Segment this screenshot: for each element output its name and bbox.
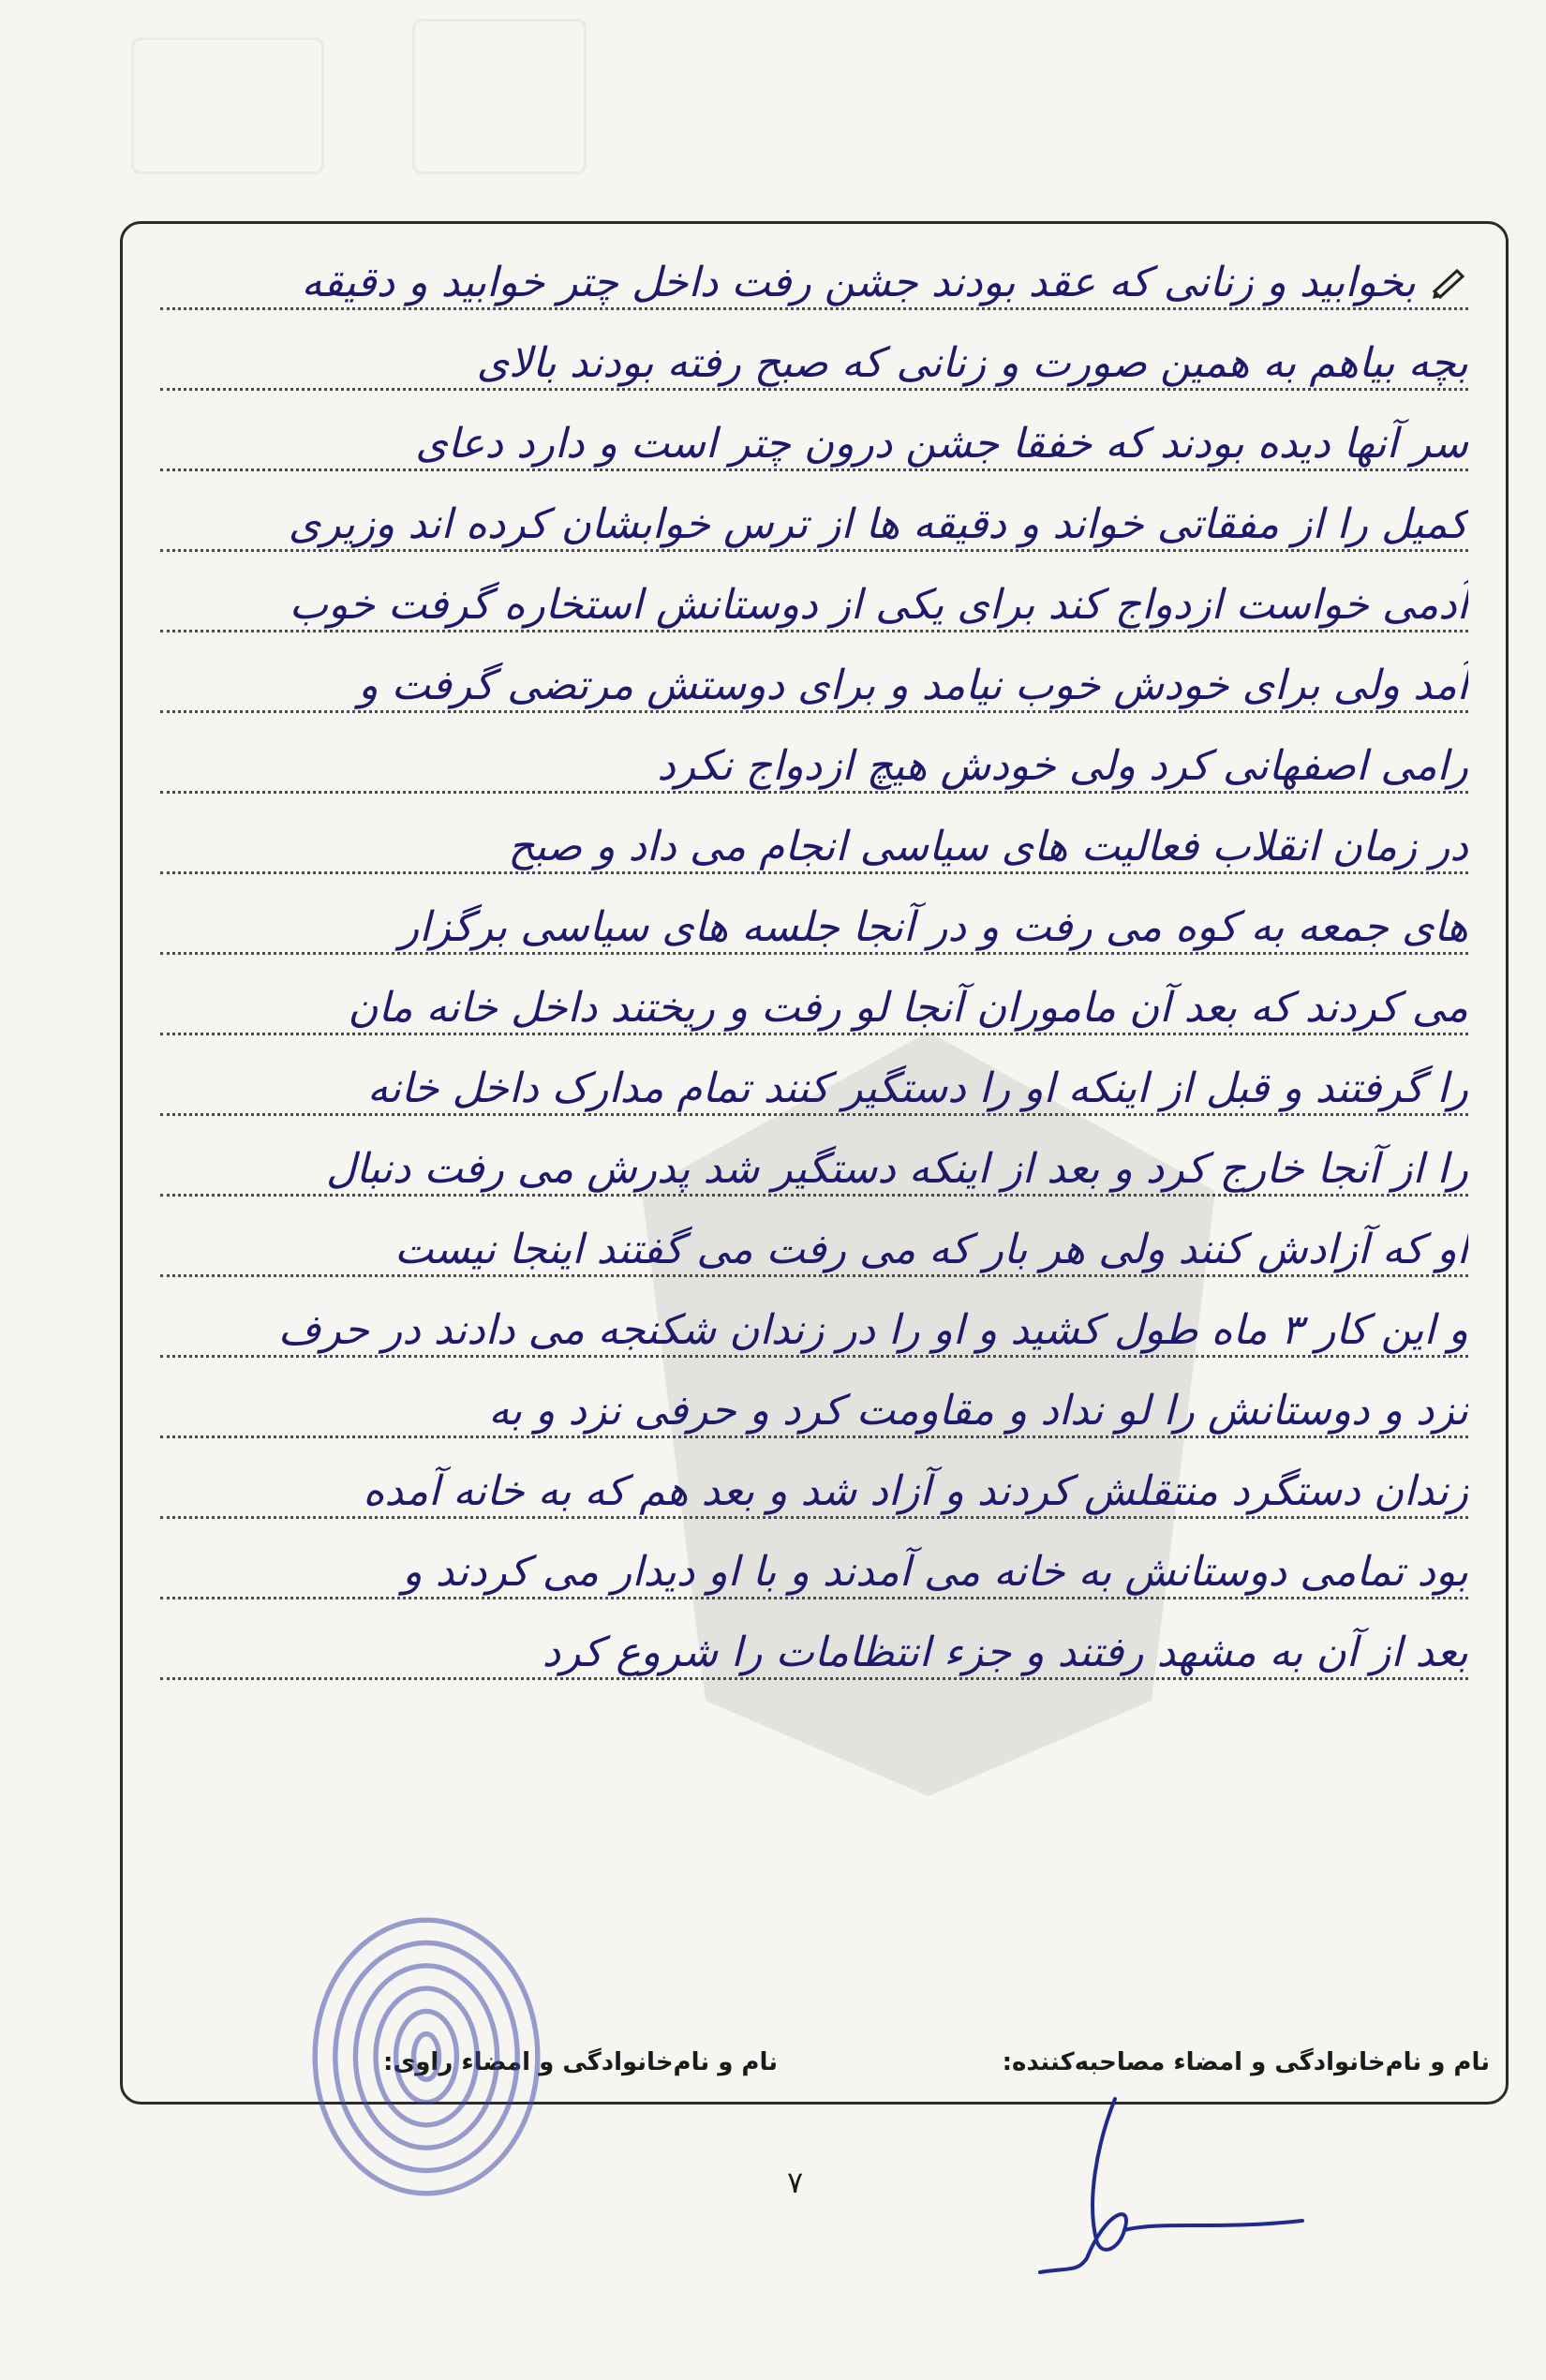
handwritten-line: بخوابید و زنانی که عقد بودند جشن رفت داخل چتر خوابید و دقیقه xyxy=(160,243,1468,323)
handwritten-line: زندان دستگرد منتقلش کردند و آزاد شد و بعد هم که به خانه آمده xyxy=(160,1451,1468,1532)
handwritten-line: کمیل را از مفقاتی خواند و دقیقه ها از ترس خوابشان کرده اند وزیری xyxy=(160,484,1468,565)
handwritten-line: آمد ولی برای خودش خوب نیامد و برای دوستش مرتضی گرفت و xyxy=(160,646,1468,726)
handwritten-line: های جمعه به کوه می رفت و در آنجا جلسه های سیاسی برگزار xyxy=(160,887,1468,968)
signature-icon xyxy=(1031,2090,1312,2277)
handwritten-line: بعد از آن به مشهد رفتند و جزء انتظامات را شروع کرد xyxy=(160,1613,1468,1693)
handwritten-line: را گرفتند و قبل از اینکه او را دستگیر کنند تمام مدارک داخل خانه xyxy=(160,1049,1468,1129)
fingerprint-icon xyxy=(300,1902,553,2211)
handwritten-line: سر آنها دیده بودند که خفقا جشن درون چتر است و دارد دعای xyxy=(160,404,1468,484)
handwritten-line: بود تمامی دوستانش به خانه می آمدند و با او دیدار می کردند و xyxy=(160,1532,1468,1613)
handwritten-line: می کردند که بعد آن ماموران آنجا لو رفت و ریختند داخل خانه مان xyxy=(160,968,1468,1049)
handwritten-line: او که آزادش کنند ولی هر بار که می رفت می گفتند اینجا نیست xyxy=(160,1210,1468,1290)
faded-stamp xyxy=(412,19,587,174)
page-number: ۷ xyxy=(787,2164,804,2200)
interviewer-signature-label: نام و نام‌خانوادگی و امضاء مصاحبه‌کننده: xyxy=(1002,2048,1490,2076)
page-frame xyxy=(120,221,1509,2105)
handwritten-line: و این کار ۳ ماه طول کشید و او را در زندان شکنجه می دادند در حرف xyxy=(160,1290,1468,1371)
handwritten-line: رامی اصفهانی کرد ولی خودش هیچ ازدواج نکرد xyxy=(160,726,1468,807)
handwritten-line: بچه بیاهم به همین صورت و زنانی که صبح رفته بودند بالای xyxy=(160,323,1468,404)
handwritten-line: نزد و دوستانش را لو نداد و مقاومت کرد و حرفی نزد و به xyxy=(160,1371,1468,1451)
handwritten-line: را از آنجا خارج کرد و بعد از اینکه دستگیر شد پدرش می رفت دنبال xyxy=(160,1129,1468,1210)
handwritten-line: آدمی خواست ازدواج کند برای یکی از دوستانش استخاره گرفت خوب xyxy=(160,565,1468,646)
faded-stamp xyxy=(131,37,324,174)
narrator-signature-label: نام و نام‌خانوادگی و امضاء راوی: xyxy=(383,2048,778,2076)
pen-icon xyxy=(1431,263,1468,301)
handwritten-line: در زمان انقلاب فعالیت های سیاسی انجام می داد و صبح xyxy=(160,807,1468,887)
